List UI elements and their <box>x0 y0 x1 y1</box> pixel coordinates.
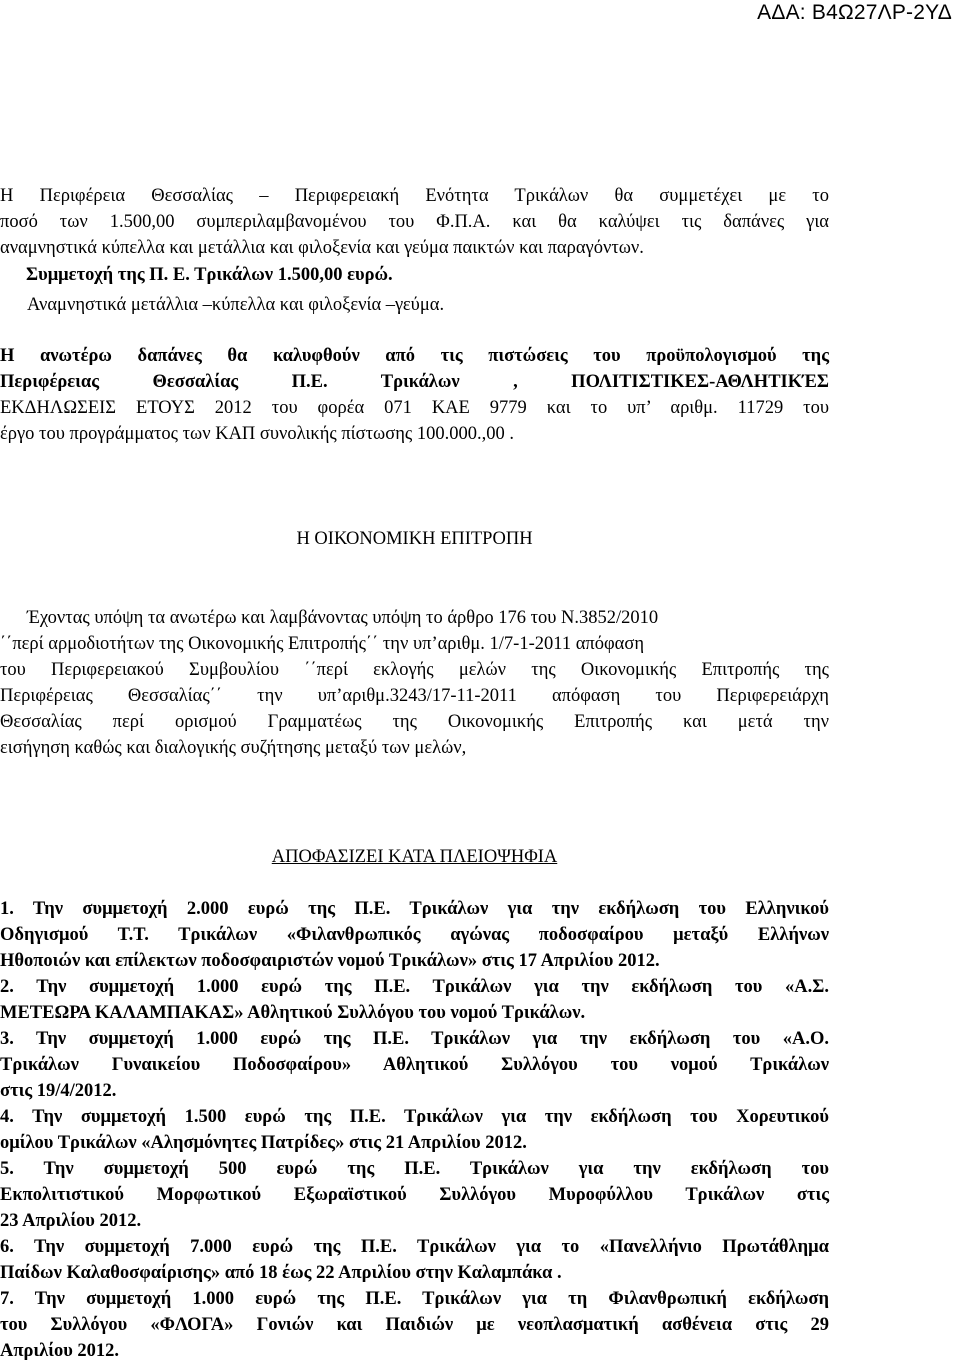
decision-1-line-3: Ηθοποιών και επίλεκτων ποδοσφαιριστών νομού Τρικάλων» στις 17 Απριλίου 2012. <box>0 951 660 971</box>
budget-line-3: ΕΚΔΗΛΩΣΕΙΣ ΕΤΟΥΣ 2012 του φορέα 071 ΚΑΕ 9779 και το υπ’ αριθμ. 11729 του <box>0 398 829 418</box>
decision-4-line-2: ομίλου Τρικάλων «Αλησμόνητες Πατρίδες» στις 21 Απριλίου 2012. <box>0 1133 527 1153</box>
considering-line-3: του Περιφερειακού Συμβουλίου ΄΄περί εκλογής μελών της Οικονομικής Επιτροπής της <box>0 660 829 680</box>
considering-line-5: Θεσσαλίας περί ορισμού Γραμματέως της Οικονομικής Επιτροπής και μετά την <box>0 712 829 732</box>
budget-line-2: Περιφέρειας Θεσσαλίας Π.Ε. Τρικάλων , ΠΟΛΙΤΙΣΤΙΚΕΣ-ΑΘΛΗΤΙΚΈΣ <box>0 372 829 392</box>
decision-6-line-1: 6. Την συμμετοχή 7.000 ευρώ της Π.Ε. Τρικάλων για το «Πανελλήνιο Πρωτάθλημα <box>0 1237 829 1257</box>
decision-3-line-2: Τρικάλων Γυναικείου Ποδοσφαίρου» Αθλητικού Συλλόγου του νομού Τρικάλων <box>0 1055 829 1075</box>
budget-line-4: έργο του προγράμματος των ΚΑΠ συνολικής πίστωσης 100.000.,00 . <box>0 424 514 444</box>
decision-heading-text: ΑΠΟΦΑΣΙΖΕΙ ΚΑΤΑ ΠΛΕΙΟΨΗΦΙΑ <box>271 847 558 867</box>
decision-7-line-3: Απριλίου 2012. <box>0 1341 120 1361</box>
considering-line-6: εισήγηση καθώς και διαλογικής συζήτησης μεταξύ των μελών, <box>0 738 467 758</box>
considering-line-2: ΄΄περί αρμοδιοτήτων της Οικονομικής Επιτροπής΄΄ την υπ’αριθμ. 1/7-1-2011 απόφαση <box>0 634 644 654</box>
decision-5-line-3: 23 Απριλίου 2012. <box>0 1211 142 1231</box>
decision-2-line-1: 2. Την συμμετοχή 1.000 ευρώ της Π.Ε. Τρικάλων για την εκδήλωση του «Α.Σ. <box>0 977 829 997</box>
considering-line-1: Έχοντας υπόψη τα ανωτέρω και λαμβάνοντας υπόψη το άρθρο 176 του Ν.3852/2010 <box>27 608 659 628</box>
decision-3-line-3: στις 19/4/2012. <box>0 1081 117 1101</box>
decision-3-line-1: 3. Την συμμετοχή 1.000 ευρώ της Π.Ε. Τρικάλων για την εκδήλωση του «Α.Ο. <box>0 1029 829 1049</box>
decision-5-line-2: Εκπολιτιστικού Μορφωτικού Εξωραϊστικού Συλλόγου Μυροφύλλου Τρικάλων στις <box>0 1185 829 1205</box>
decision-1-line-2: Οδηγισμού Τ.Τ. Τρικάλων «Φιλανθρωπικός αγώνας ποδοσφαίρου μεταξύ Ελλήνων <box>0 925 829 945</box>
items-line: Αναμνηστικά μετάλλια –κύπελλα και φιλοξενία –γεύμα. <box>27 295 445 315</box>
intro-line-1: Η Περιφέρεια Θεσσαλίας – Περιφερειακή Ενότητα Τρικάλων θα συμμετέχει με το <box>0 186 829 206</box>
ada-code: ΑΔΑ: Β4Ω27ΛΡ-2ΥΔ <box>757 1 952 24</box>
committee-heading: Η ΟΙΚΟΝΟΜΙΚΗ ΕΠΙΤΡΟΠΗ <box>296 529 533 549</box>
considering-line-4: Περιφέρειας Θεσσαλίας΄΄ την υπ’αριθμ.3243/17-11-2011 απόφαση του Περιφερειάρχη <box>0 686 829 706</box>
decision-7-line-2: του Συλλόγου «ΦΛΟΓΑ» Γονιών και Παιδιών με νεοπλασματική ασθένεια στις 29 <box>0 1315 829 1335</box>
decision-2-line-2: ΜΕΤΕΩΡΑ ΚΑΛΑΜΠΑΚΑΣ» Αθλητικού Συλλόγου του νομού Τρικάλων. <box>0 1003 586 1023</box>
decision-5-line-1: 5. Την συμμετοχή 500 ευρώ της Π.Ε. Τρικάλων για την εκδήλωση του <box>0 1159 829 1179</box>
decision-7-line-1: 7. Την συμμετοχή 1.000 ευρώ της Π.Ε. Τρικάλων για τη Φιλανθρωπική εκδήλωση <box>0 1289 829 1309</box>
decision-6-line-2: Παίδων Καλαθοσφαίρισης» από 18 έως 22 Απριλίου στην Καλαμπάκα . <box>0 1263 562 1283</box>
decision-1-line-1: 1. Την συμμετοχή 2.000 ευρώ της Π.Ε. Τρικάλων για την εκδήλωση του Ελληνικού <box>0 899 829 919</box>
intro-line-2: ποσό των 1.500,00 συμπεριλαμβανομένου του Φ.Π.Α. και θα καλύψει τις δαπάνες για <box>0 212 829 232</box>
intro-line-3: αναμνηστικά κύπελλα και μετάλλια και φιλοξενία και γεύμα παικτών και παραγόντων. <box>0 238 644 258</box>
decision-heading <box>0 846 829 868</box>
budget-line-1: Η ανωτέρω δαπάνες θα καλυφθούν από τις πιστώσεις του προϋπολογισμού της <box>0 346 829 366</box>
participation-line: Συμμετοχή της Π. Ε. Τρικάλων 1.500,00 ευρώ. <box>26 265 393 285</box>
decision-4-line-1: 4. Την συμμετοχή 1.500 ευρώ της Π.Ε. Τρικάλων για την εκδήλωση του Χορευτικού <box>0 1107 829 1127</box>
